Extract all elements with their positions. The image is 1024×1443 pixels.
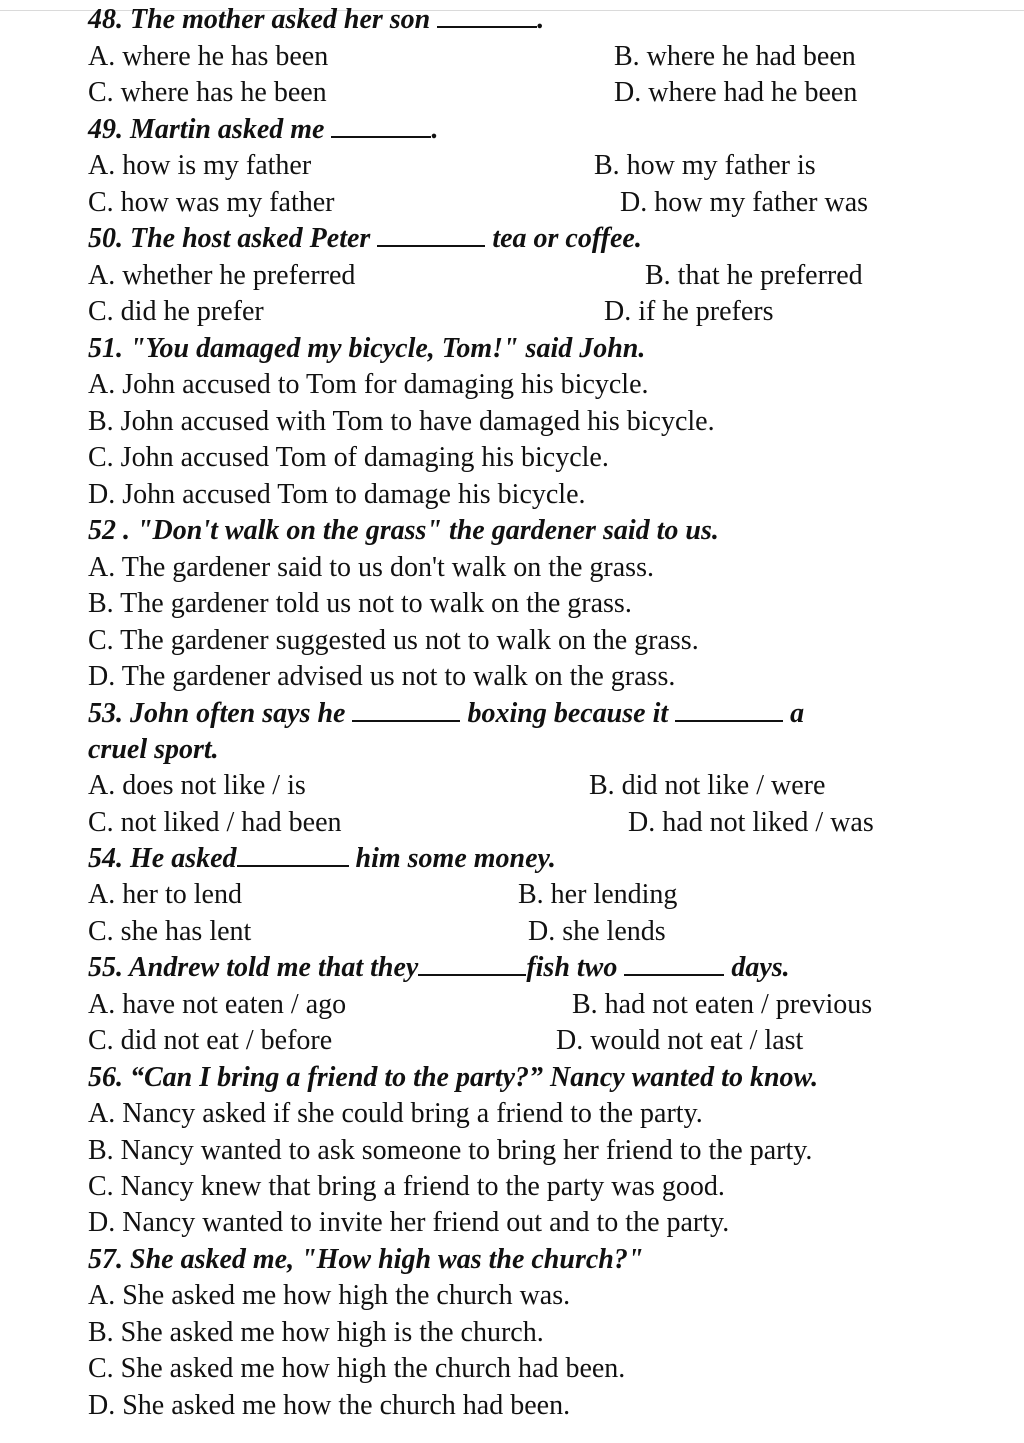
answer-blank [377,221,485,247]
question-52: 52 . "Don't walk on the grass" the gardener said to us. [88,515,719,546]
option-a: A. her to lend [88,879,242,910]
option-row [88,877,678,913]
question-50 [88,221,642,257]
question-55-end: days. [731,952,790,983]
question-51: 51. "You damaged my bicycle, Tom!" said John. [88,333,646,364]
option-c: C. not liked / had been [88,807,342,838]
answer-blank [352,696,460,722]
question-57: 57. She asked me, "How high was the church?" [88,1244,644,1275]
question-53-end: a [790,698,805,729]
option-d: D. she lends [528,916,666,947]
question-48-end: . [537,4,545,35]
option-d: D. how my father was [620,187,869,218]
question-53 [88,696,804,732]
question-53-continued: cruel sport. [88,734,219,765]
option-row [88,75,858,111]
question-48 [88,2,544,38]
option-b: B. The gardener told us not to walk on the grass. [88,588,632,619]
answer-blank [331,112,431,138]
option-b: B. that he preferred [645,260,863,291]
option-d: D. had not liked / was [628,807,874,838]
option-row [88,914,666,950]
option-c: C. where has he been [88,77,327,108]
option-c: C. she has lent [88,916,252,947]
option-d: D. John accused Tom to damage his bicycle. [88,479,586,510]
option-d: D. where had he been [614,77,858,108]
answer-blank [437,2,537,28]
question-55-text: 55. Andrew told me that they [88,952,419,983]
option-d: D. Nancy wanted to invite her friend out and to the party. [88,1207,730,1238]
option-c: C. how was my father [88,187,335,218]
option-a: A. whether he preferred [88,260,356,291]
question-54 [88,841,556,877]
question-53-mid: boxing because it [467,698,669,729]
option-a: A. Nancy asked if she could bring a friend to the party. [88,1098,703,1129]
answer-blank [418,950,526,976]
option-d: D. would not eat / last [556,1025,804,1056]
question-49-text: 49. Martin asked me [88,114,325,145]
option-d: D. She asked me how the church had been. [88,1390,571,1421]
option-c: C. She asked me how high the church had been. [88,1353,626,1384]
option-row [88,185,869,221]
option-c: C. did he prefer [88,296,264,327]
question-55 [88,950,790,986]
option-a: A. The gardener said to us don't walk on the grass. [88,552,654,583]
option-b: B. where he had been [614,41,856,72]
option-c: C. did not eat / before [88,1025,333,1056]
option-row [88,987,873,1023]
answer-blank [624,950,724,976]
option-b: B. Nancy wanted to ask someone to bring her friend to the party. [88,1135,813,1166]
option-row [88,39,856,75]
option-b: B. had not eaten / previous [572,989,873,1020]
answer-blank [237,841,349,867]
question-49-end: . [431,114,439,145]
option-a: A. She asked me how high the church was. [88,1280,571,1311]
option-a: A. where he has been [88,41,329,72]
question-54-text: 54. He asked [88,843,237,874]
question-49 [88,112,438,148]
question-50-text: 50. The host asked Peter [88,223,371,254]
question-53-text: 53. John often says he [88,698,346,729]
option-row [88,805,874,841]
option-b: B. did not like / were [589,770,826,801]
option-b: B. her lending [518,879,678,910]
option-row [88,768,826,804]
option-row [88,294,774,330]
option-b: B. how my father is [594,150,816,181]
option-c: C. The gardener suggested us not to walk on the grass. [88,625,699,656]
option-row [88,148,816,184]
option-c: C. John accused Tom of damaging his bicycle. [88,442,609,473]
question-54-end: him some money. [355,843,556,874]
question-55-mid: fish two [526,952,618,983]
option-a: A. John accused to Tom for damaging his bicycle. [88,369,649,400]
option-a: A. how is my father [88,150,312,181]
question-56: 56. “Can I bring a friend to the party?” Nancy wanted to know. [88,1062,819,1093]
question-50-end: tea or coffee. [492,223,642,254]
option-b: B. John accused with Tom to have damaged his bicycle. [88,406,715,437]
option-d: D. if he prefers [604,296,774,327]
option-c: C. Nancy knew that bring a friend to the party was good. [88,1171,725,1202]
option-d: D. The gardener advised us not to walk on the grass. [88,661,676,692]
option-row [88,258,863,294]
option-row [88,1023,804,1059]
question-48-text: 48. The mother asked her son [88,4,431,35]
option-a: A. does not like / is [88,770,306,801]
option-a: A. have not eaten / ago [88,989,347,1020]
option-b: B. She asked me how high is the church. [88,1317,544,1348]
answer-blank [675,696,783,722]
